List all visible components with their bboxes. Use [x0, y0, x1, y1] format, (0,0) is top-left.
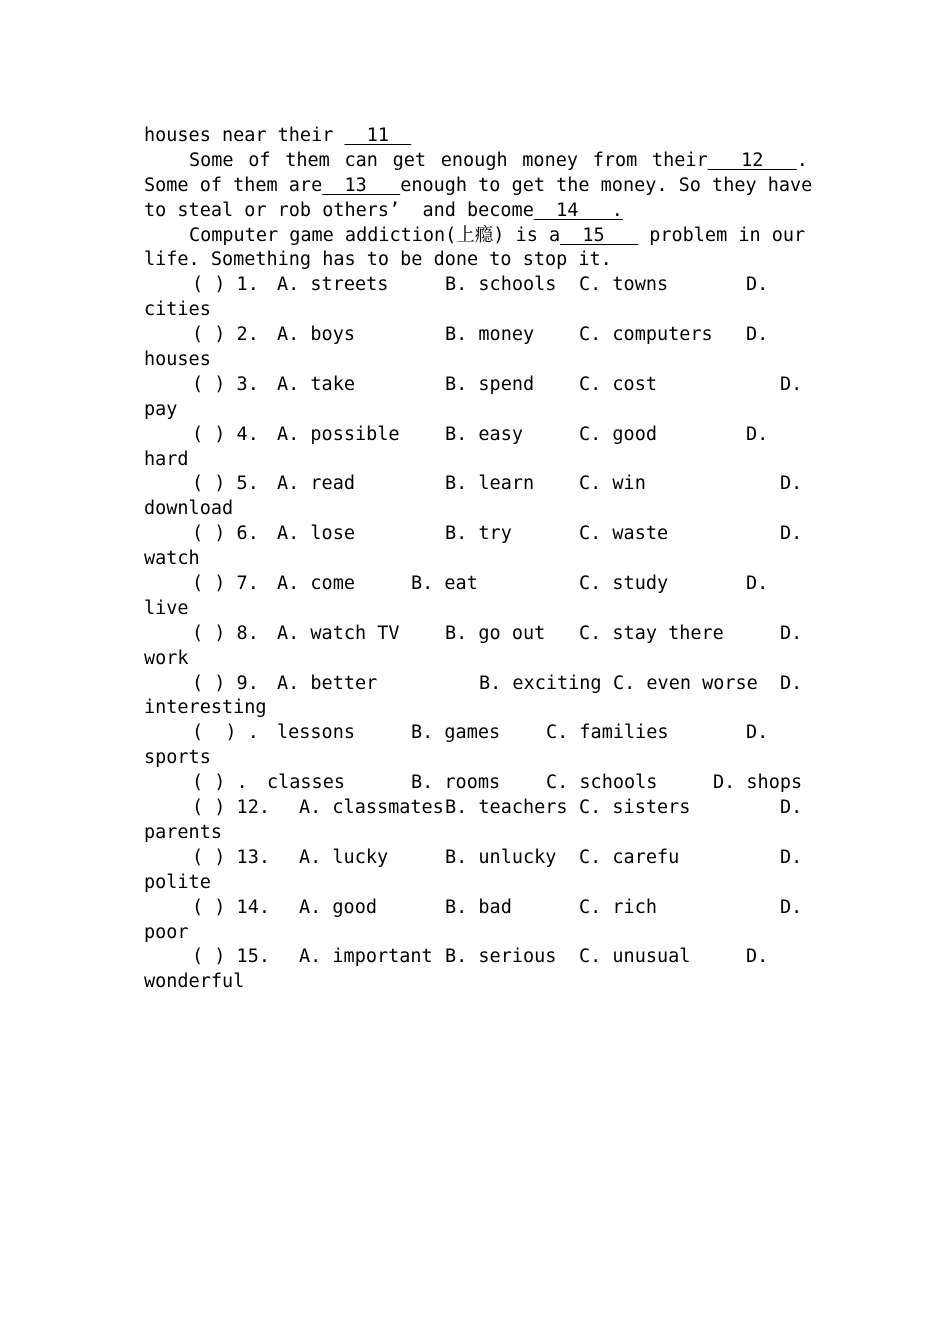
- question-number: ( ) 8.: [192, 622, 259, 644]
- question-row: [144, 796, 808, 821]
- worksheet-page: [144, 124, 813, 995]
- option-a: A. read: [277, 473, 355, 495]
- option-d-word: wonderful: [144, 971, 245, 993]
- blank-13: 13: [322, 174, 401, 196]
- option-b: B. schools: [445, 274, 557, 296]
- option-c: C. stay there: [579, 622, 724, 644]
- option-d-word: pay: [144, 398, 178, 420]
- question-number: ( ) 15.: [192, 946, 270, 968]
- passage-line: [144, 199, 808, 224]
- question-row: [144, 522, 808, 547]
- option-d-word: cities: [144, 299, 211, 321]
- option-a: A. lose: [277, 523, 355, 545]
- question-number: ( ) 5.: [192, 473, 259, 495]
- question-row: [144, 373, 808, 398]
- option-b: B. eat: [411, 573, 478, 595]
- option-d: D.: [746, 946, 769, 968]
- option-b: B. learn: [445, 473, 535, 495]
- option-b: B. bad: [445, 896, 512, 918]
- option-a: A. good: [299, 896, 377, 918]
- option-c: C. win: [579, 473, 646, 495]
- option-d: D.: [780, 797, 803, 819]
- option-b: B. games: [411, 722, 501, 744]
- passage-word: Some: [189, 149, 234, 171]
- option-a: A. better: [277, 672, 378, 694]
- option-d: D.: [746, 274, 769, 296]
- option-a: A. streets: [277, 274, 389, 296]
- passage-word: get: [392, 149, 427, 171]
- question-number: ( ) 2.: [192, 324, 259, 346]
- option-d: D. shops: [713, 772, 803, 794]
- passage-text: Some of them are: [144, 174, 323, 196]
- passage-text: enough to get the money. So they have: [400, 174, 813, 196]
- blank-11: 11: [344, 125, 412, 146]
- question-row: [144, 472, 808, 497]
- option-d-word: live: [144, 597, 189, 619]
- option-d-word: hard: [144, 448, 189, 470]
- blank-12: 12: [707, 149, 797, 171]
- question-number: ( ) .: [192, 722, 259, 744]
- question-number: ( ) 7.: [192, 573, 259, 595]
- option-d-word: interesting: [144, 697, 267, 719]
- option-d: D.: [746, 573, 769, 595]
- question-row: [144, 323, 808, 348]
- passage-text: Computer game addiction(上瘾) is a: [189, 224, 561, 246]
- period: .: [796, 149, 808, 171]
- option-b: B. try: [445, 523, 512, 545]
- option-d: D.: [780, 373, 803, 395]
- passage-word: can: [344, 149, 378, 171]
- option-c: C. families: [546, 722, 669, 744]
- option-d: D.: [780, 896, 803, 918]
- question-row: [144, 672, 808, 697]
- passage-text: life. Something has to be done to stop it.: [144, 249, 612, 271]
- question-number: ( ) 13.: [192, 846, 270, 868]
- option-d-word: download: [144, 498, 234, 520]
- option-b: B. go out: [445, 622, 546, 644]
- question-number: ( ) 9.: [192, 672, 259, 694]
- option-c: C. carefu: [579, 846, 680, 868]
- option-c: C. unusual: [579, 946, 691, 968]
- question-list: [144, 273, 808, 995]
- passage-line: [144, 149, 808, 174]
- option-d-word: polite: [144, 871, 211, 893]
- passage-word: enough: [440, 149, 508, 171]
- passage-word: them: [285, 149, 330, 171]
- passage-word: money: [522, 149, 578, 171]
- option-b: B. spend: [445, 373, 535, 395]
- option-a: lessons: [277, 722, 355, 744]
- option-b: B. teachers: [445, 797, 568, 819]
- passage-line: [144, 174, 813, 199]
- question-row: [144, 423, 808, 448]
- question-row: [144, 846, 808, 871]
- option-d: D.: [746, 324, 769, 346]
- option-a: A. lucky: [299, 846, 389, 868]
- option-b: B. money: [445, 324, 535, 346]
- option-c: C. rich: [579, 896, 657, 918]
- passage-word: of: [248, 149, 271, 171]
- blank-15: 15: [560, 224, 639, 246]
- passage-text: houses near their: [144, 125, 345, 146]
- question-row: [144, 273, 808, 298]
- option-a: A. possible: [277, 423, 400, 445]
- passage-word: from: [592, 149, 638, 171]
- option-c: C. sisters: [579, 797, 691, 819]
- option-c: C. computers: [579, 324, 713, 346]
- passage-word: their: [651, 149, 708, 171]
- option-c: C. towns: [579, 274, 669, 296]
- option-d-word: watch: [144, 548, 200, 570]
- option-c: C. cost: [579, 373, 657, 395]
- passage-line: [144, 248, 808, 273]
- question-row: [144, 572, 808, 597]
- passage-line: [144, 224, 808, 249]
- passage-text: to steal or rob others’ and become: [144, 199, 534, 221]
- option-a: A. important: [299, 946, 433, 968]
- question-row: [144, 945, 808, 970]
- question-row: [144, 771, 808, 796]
- question-number: ( ) 12.: [192, 797, 270, 819]
- question-row: [144, 896, 808, 921]
- option-d-word: parents: [144, 821, 222, 843]
- passage-line: [144, 124, 808, 149]
- option-b: B. unlucky: [445, 846, 557, 868]
- option-c: C. good: [579, 423, 657, 445]
- option-a: A. come: [277, 573, 355, 595]
- question-number: ( ) .: [192, 772, 248, 794]
- option-d-word: sports: [144, 747, 211, 769]
- option-c: C. waste: [579, 523, 669, 545]
- question-number: ( ) 3.: [192, 373, 259, 395]
- option-a: A. take: [277, 373, 355, 395]
- option-b: B. serious: [445, 946, 557, 968]
- option-c: C. study: [579, 573, 669, 595]
- option-d: D.: [780, 846, 803, 868]
- question-number: ( ) 14.: [192, 896, 270, 918]
- option-d: D.: [746, 423, 769, 445]
- option-d-word: work: [144, 647, 189, 669]
- option-d-word: poor: [144, 921, 189, 943]
- option-c: C. schools: [546, 772, 658, 794]
- option-d: D.: [746, 722, 769, 744]
- option-d-word: houses: [144, 349, 211, 371]
- passage-text: problem in our: [638, 224, 806, 246]
- option-a: A. boys: [277, 324, 355, 346]
- option-d: D.: [780, 622, 803, 644]
- option-c: C. even worse: [613, 672, 758, 694]
- option-a: classes: [267, 772, 345, 794]
- option-d: D.: [780, 523, 803, 545]
- blank-14: 14 .: [533, 199, 623, 221]
- passage-word-with-blank: [652, 149, 808, 174]
- question-number: ( ) 6.: [192, 523, 259, 545]
- option-d: D.: [780, 473, 803, 495]
- option-a: A. watch TV: [277, 622, 400, 644]
- question-row: [144, 622, 808, 647]
- question-number: ( ) 1.: [192, 274, 259, 296]
- question-number: ( ) 4.: [192, 423, 259, 445]
- option-a: A. classmates: [299, 797, 444, 819]
- option-d: D.: [780, 672, 803, 694]
- option-b: B. easy: [445, 423, 523, 445]
- option-b: B. rooms: [411, 772, 501, 794]
- option-b: B. exciting: [479, 672, 602, 694]
- question-row: [144, 721, 808, 746]
